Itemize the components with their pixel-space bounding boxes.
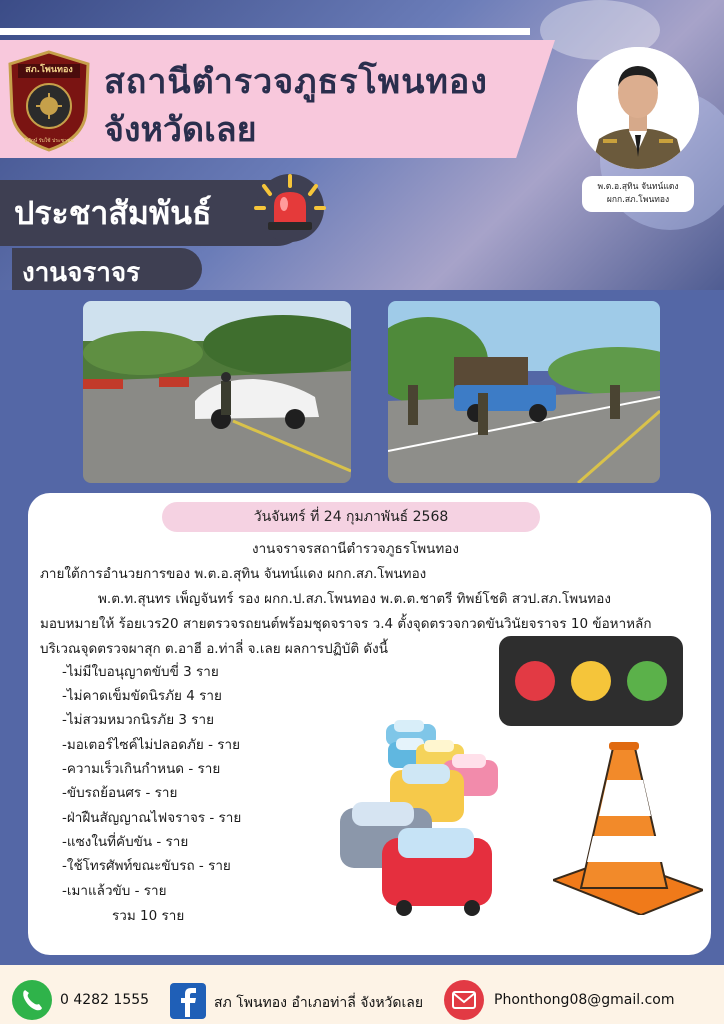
officer-caption xyxy=(582,176,694,212)
report-date: วันจันทร์ ที่ 24 กุมภาพันธ์ 2568 xyxy=(162,502,540,532)
report-line-3: มอบหมายให้ ร้อยเวร20 สายตรวจรถยนต์พร้อมชุดจราจร ว.4 ตั้งจุดตรวจกวดขันวินัยจราจร 10 ข้อหาหลัก xyxy=(40,616,652,632)
section-label: งานจราจร xyxy=(22,258,141,288)
report-line-4: บริเวณจุดตรวจผาสุก ต.อาฮี อ.ท่าลี่ จ.เลย ผลการปฏิบัติ ดังนี้ xyxy=(40,641,388,657)
siren-icon xyxy=(250,172,330,242)
car-icon xyxy=(382,828,492,916)
officer-avatar xyxy=(577,47,699,169)
checkpoint-photo-2 xyxy=(388,301,660,483)
report-line-1: ภายใต้การอำนวยการของ พ.ต.อ.สุทิน จันทน์แดง ผกก.สภ.โพนทอง xyxy=(40,566,427,582)
white-stripe xyxy=(0,28,530,35)
violation-item: -ความเร็วเกินกำหนด - ราย xyxy=(62,761,221,777)
email-icon xyxy=(444,980,484,1020)
province-title: จังหวัดเลย xyxy=(104,110,257,150)
violation-item: -ไม่สวมหมวกนิรภัย 3 ราย xyxy=(62,712,215,728)
checkpoint-photo-1 xyxy=(83,301,351,483)
violation-item: -เมาแล้วขับ - ราย xyxy=(62,883,167,899)
officer-position: ผกก.สภ.โพนทอง xyxy=(606,195,670,205)
footer-facebook[interactable]: สภ โพนทอง อำเภอท่าลี่ จังหวัดเลย xyxy=(214,995,424,1011)
logo-text-bottom: พิทักษ์ รับใช้ ประชาชน xyxy=(24,138,74,144)
footer-phone[interactable]: 0 4282 1555 xyxy=(60,992,150,1008)
violation-item: -ไม่มีใบอนุญาตขับขี่ 3 ราย xyxy=(62,664,219,680)
logo-text-top: สภ.โพนทอง xyxy=(25,65,73,75)
violation-item: -ไม่คาดเข็มขัดนิรภัย 4 ราย xyxy=(62,688,222,704)
officer-portrait xyxy=(577,47,699,169)
footer-email[interactable]: Phonthong08@gmail.com xyxy=(494,992,675,1008)
violation-item: -ขับรถย้อนศร - ราย xyxy=(62,785,178,801)
pr-label: ประชาสัมพันธ์ xyxy=(14,194,212,232)
violation-item: -ใช้โทรศัพท์ขณะขับรถ - ราย xyxy=(62,858,231,874)
phone-icon xyxy=(12,980,52,1020)
facebook-icon xyxy=(170,983,206,1019)
officer-name: พ.ต.อ.สุทิน จันทน์แดง xyxy=(597,182,679,192)
violation-item: -ฝ่าฝืนสัญญาณไฟจราจร - ราย xyxy=(62,810,242,826)
violation-item: -แซงในที่คับขัน - ราย xyxy=(62,834,189,850)
report-heading: งานจราจรสถานีตำรวจภูธรโพนทอง xyxy=(252,541,459,557)
violation-item: -มอเตอร์ไซค์ไม่ปลอดภัย - ราย xyxy=(62,737,241,753)
traffic-light-icon xyxy=(499,636,683,726)
traffic-jam-illustration xyxy=(338,718,503,918)
station-title: สถานีตำรวจภูธรโพนทอง xyxy=(104,62,488,102)
violation-total: รวม 10 ราย xyxy=(112,908,185,924)
traffic-cone-icon xyxy=(553,740,703,915)
report-line-2: พ.ต.ท.สุนทร เพ็ญจันทร์ รอง ผกก.ป.สภ.โพนทอง พ.ต.ต.ชาตรี ทิพย์โชติ สวป.สภ.โพนทอง xyxy=(98,591,611,607)
